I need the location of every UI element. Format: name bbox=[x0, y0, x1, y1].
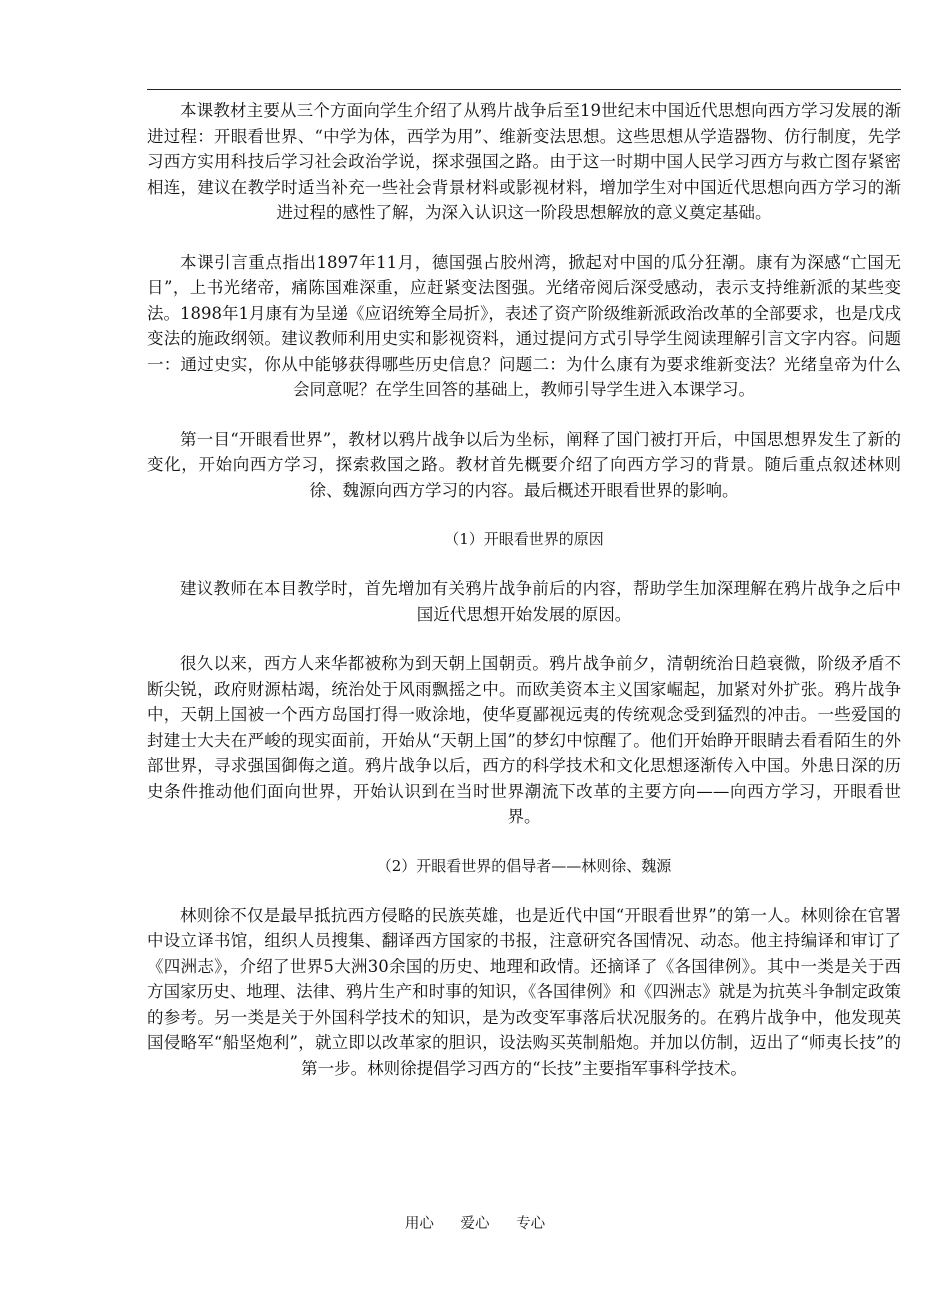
paragraph-preface: 本课引言重点指出1897年11月，德国强占胶州湾，掀起对中国的瓜分狂潮。康有为深感“亡国无日”，上书光绪帝，痛陈国难深重，应赶紧变法图强。光绪帝阅后深受感动，表示支持维新派的某些变法。1898年1月康有为呈递《应诏统筹全局折》，表述了资产阶级维新派政治改革的全部要求，也是戊戌变法的施政纲领。建议教师利用史实和影视资料，通过提问方式引导学生阅读理解引言文字内容。问题一：通过史实，你从中能够获得哪些历史信息？问题二：为什么康有为要求维新变法？光绪皇帝为什么会同意呢？在学生回答的基础上，教师引导学生进入本课学习。 bbox=[147, 252, 901, 399]
footer-motto-2: 爱心 bbox=[460, 1216, 490, 1232]
page-footer bbox=[0, 1212, 950, 1233]
paragraph-section-one: 第一目“开眼看世界”，教材以鸦片战争以后为坐标，阐释了国门被打开后，中国思想界发生了新的变化，开始向西方学习，探索救国之路。教材首先概要介绍了向西方学习的背景。随后重点叙述林则徐、魏源向西方学习的内容。最后概述开眼看世界的影响。 bbox=[147, 429, 901, 500]
paragraph-intro: 本课教材主要从三个方面向学生介绍了从鸦片战争后至19世纪末中国近代思想向西方学习发展的渐进过程：开眼看世界、“中学为体，西学为用”、维新变法思想。这些思想从学造器物、仿行制度，先学习西方实用科技后学习社会政治学说，探求强国之路。由于这一时期中国人民学习西方与救亡图存紧密相连，建议在教学时适当补充一些社会背景材料或影视材料，增加学生对中国近代思想向西方学习的渐进过程的感性了解，为深入认识这一阶段思想解放的意义奠定基础。 bbox=[147, 101, 901, 222]
heading-causes: （1）开眼看世界的原因 bbox=[444, 530, 604, 548]
footer-motto-3: 专心 bbox=[516, 1216, 546, 1232]
footer-motto-1: 用心 bbox=[404, 1216, 434, 1232]
document-body bbox=[147, 98, 901, 1105]
paragraph-lin-zexu: 林则徐不仅是最早抵抗西方侵略的民族英雄，也是近代中国“开眼看世界”的第一人。林则徐在官署中设立译书馆，组织人员搜集、翻译西方国家的书报，注意研究各国情况、动态。他主持编译和审订了《四洲志》，介绍了世界5大洲30余国的历史、地理和政情。还摘译了《各国律例》。其中一类是关于西方国家历史、地理、法律、鸦片生产和时事的知识，《各国律例》和《四洲志》就是为抗英斗争制定政策的参考。另一类是关于外国科学技术的知识，是为改变军事落后状况服务的。在鸦片战争中，他发现英国侵略军“船坚炮利”，就立即以改革家的胆识，设法购买英制船炮。并加以仿制，迈出了“师夷长技”的第一步。林则徐提倡学习西方的“长技”主要指军事科学技术。 bbox=[147, 905, 901, 1078]
header-rule bbox=[147, 89, 901, 90]
paragraph-teaching-suggestion: 建议教师在本目教学时，首先增加有关鸦片战争前后的内容，帮助学生加深理解在鸦片战争之后中国近代思想开始发展的原因。 bbox=[180, 579, 901, 624]
heading-advocates: （2）开眼看世界的倡导者——林则徐、魏源 bbox=[376, 856, 672, 875]
paragraph-background: 很久以来，西方人来华都被称为到天朝上国朝贡。鸦片战争前夕，清朝统治日趋衰微，阶级矛盾不断尖锐，政府财源枯竭，统治处于风雨飘摇之中。而欧美资本主义国家崛起，加紧对外扩张。鸦片战争中，天朝上国被一个西方岛国打得一败涂地，使华夏鄙视远夷的传统观念受到猛烈的冲击。一些爱国的封建士大夫在严峻的现实面前，开始从“天朝上国”的梦幻中惊醒了。他们开始睁开眼睛去看看陌生的外部世界，寻求强国御侮之道。鸦片战争以后，西方的科学技术和文化思想逐渐传入中国。外患日深的历史条件推动他们面向世界，开始认识到在当时世界潮流下改革的主要方向——向西方学习，开眼看世界。 bbox=[147, 654, 901, 826]
